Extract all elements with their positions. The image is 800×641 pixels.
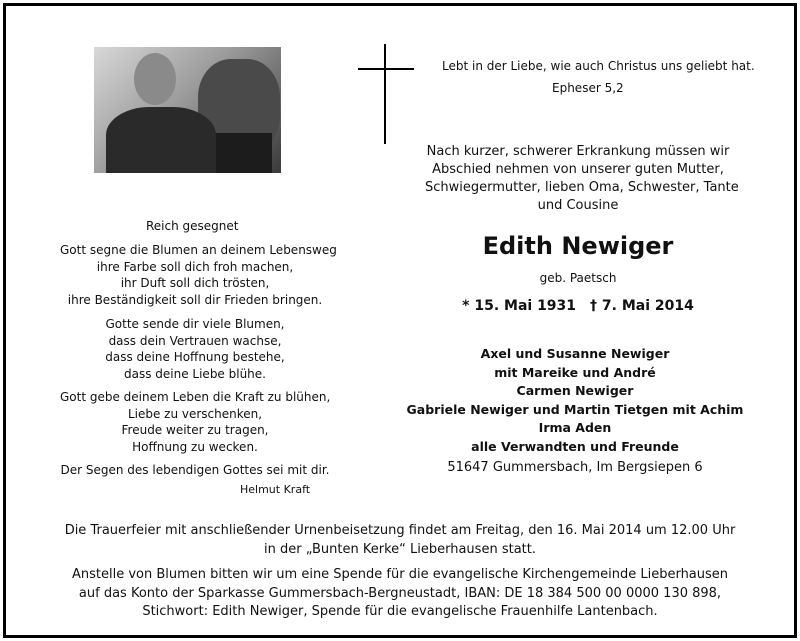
intro-line-4: und Cousine [537,198,619,213]
poem-line: ihre Beständigkeit soll dir Frieden bringen. [67,292,323,307]
poem-line: Gott segne die Blumen an deinem Lebensweg [60,243,337,257]
poem-line: Hoffnung zu wecken. [132,439,258,454]
mourner-line: Axel und Susanne Newiger [480,346,670,361]
deceased-name: Edith Newiger [482,232,674,260]
poem-author: Helmut Kraft [240,483,311,496]
funeral-line: in der „Bunten Kerke“ Lieberhausen statt. [264,541,536,557]
bible-reference: Epheser 5,2 [552,81,624,95]
birth-name: geb. Paetsch [539,271,617,285]
poem-line: ihre Farbe soll dich froh machen, [96,259,294,274]
mourner-line: mit Mareike und André [494,364,656,380]
poem-line: ihr Duft soll dich trösten, [120,276,270,290]
funeral-info [30,522,770,559]
poem-line: Gott gebe deinem Leben die Kraft zu blühen, [60,390,331,404]
death-date: † 7. Mai 2014 [590,298,694,314]
person-body-shape [106,107,216,173]
mourner-line: Gabriele Newiger und Martin Tietgen mit Achim [406,401,744,417]
intro-line-1: Nach kurzer, schwerer Erkrankung müssen wir [426,144,730,159]
poem-line: dass deine Hoffnung bestehe, [105,350,285,364]
mourner-line: alle Verwandten und Freunde [471,438,679,454]
poem-title: Reich gesegnet [146,219,239,233]
intro-line-2: Abschied nehmen von unserer guten Mutter, [432,162,724,177]
donation-info [30,566,770,622]
family-address: 51647 Gummersbach, Im Bergsiepen 6 [447,460,703,475]
cross-icon [358,44,414,144]
poem-blessing [60,462,330,479]
poem-line: Gotte sende dir viele Blumen, [105,317,285,331]
mourner-line: Carmen Newiger [516,383,634,398]
donation-line: Anstelle von Blumen bitten wir um eine Spende für die evangelische Kirchengemeinde Lieberhausen [71,567,729,582]
poem-stanza-2 [60,316,330,382]
poem-line: Der Segen des lebendigen Gottes sei mit dir. [60,463,330,477]
poem-line: dass dein Vertrauen wachse, [108,333,282,348]
poem-line: Liebe zu verschenken, [127,406,263,421]
bible-verse: Lebt in der Liebe, wie auch Christus uns geliebt hat. [442,59,755,73]
poem-stanza-3 [60,389,330,455]
poem-line: Freude weiter zu tragen, [121,423,269,437]
poem-line: dass deine Liebe blühe. [123,366,266,381]
life-dates [425,298,731,314]
portrait-photo [94,47,281,173]
intro-line-3: Schwiegermutter, lieben Oma, Schwester, Tante [425,180,739,195]
mourners-list [405,345,745,456]
person-head-shape [134,53,176,105]
mourner-line: Irma Aden [538,420,612,435]
funeral-line: Die Trauerfeier mit anschließender Urnenbeisetzung findet am Freitag, den 16. Mai 2014 um 12.00 Uhr [64,523,736,538]
donation-line: Stichwort: Edith Newiger, Spende für die evangelische Frauenhilfe Lantenbach. [142,604,658,619]
pot-shape [216,133,272,173]
poem-stanza-1 [60,242,337,308]
birth-date: * 15. Mai 1931 [462,298,577,314]
donation-line: auf das Konto der Sparkasse Gummersbach-Bergneustadt, IBAN: DE 18 384 500 00 0000 130 898, [78,585,722,601]
